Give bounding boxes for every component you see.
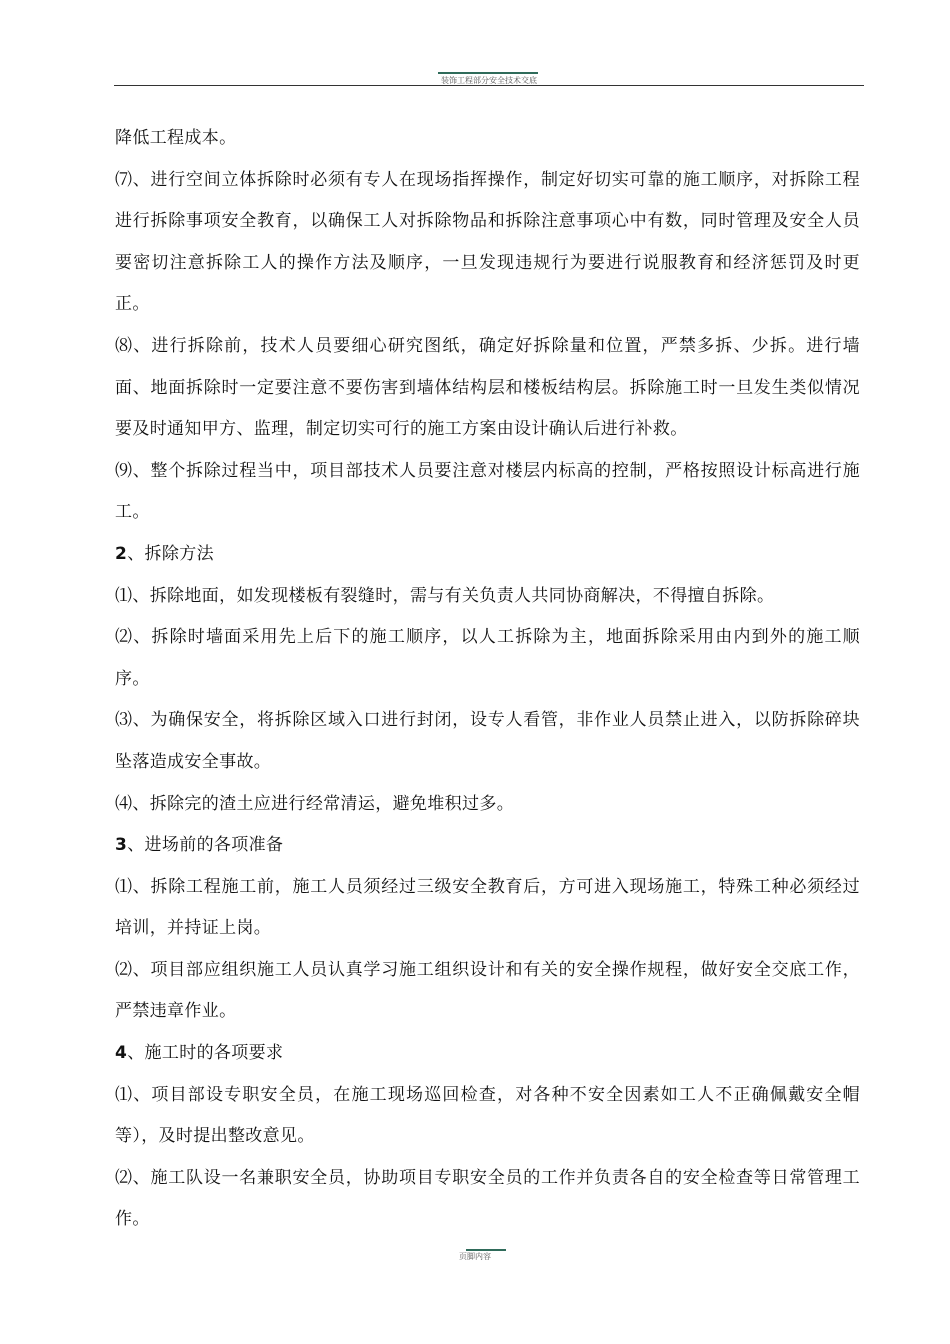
- section-title: 、施工时的各项要求: [127, 1043, 284, 1064]
- list-item: ⑵、拆除时墙面采用先上后下的施工顺序，以人工拆除为主，地面拆除采用由内到外的施工顺序。: [115, 627, 860, 689]
- section-number: 2: [115, 543, 128, 564]
- section-number: 3: [115, 835, 128, 856]
- list-item: ⑵、项目部应组织施工人员认真学习施工组织设计和有关的安全操作规程，做好安全交底工作，严禁违章作业。: [115, 959, 860, 1022]
- page-footer: [0, 1244, 950, 1264]
- list-item: ⑵、施工队设一名兼职安全员，协助项目专职安全员的工作并负责各自的安全检查等日常管理工作。: [115, 1167, 860, 1230]
- document-body: [115, 118, 860, 1241]
- section-title: 、进场前的各项准备: [127, 835, 284, 856]
- header-rule: [114, 85, 864, 86]
- list-item: ⑴、拆除地面，如发现楼板有裂缝时，需与有关负责人共同协商解决，不得擅自拆除。: [115, 585, 775, 606]
- paragraph: 降低工程成本。: [115, 128, 237, 148]
- section-title: 、拆除方法: [127, 543, 214, 564]
- section-number: 4: [115, 1043, 128, 1064]
- header-accent-bar: [438, 72, 538, 74]
- list-item: ⑷、拆除完的渣土应进行经常清运，避免堆积过多。: [115, 793, 515, 814]
- list-item: ⑴、项目部设专职安全员，在施工现场巡回检查，对各种不安全因素如工人不正确佩戴安全帽等），及时提出整改意见。: [115, 1084, 860, 1147]
- section-heading: [115, 1033, 860, 1075]
- paragraph: ⑺、进行空间立体拆除时必须有专人在现场指挥操作，制定好切实可靠的施工顺序，对拆除工程进行拆除事项安全教育，以确保工人对拆除物品和拆除注意事项心中有数，同时管理及安全人员要密切注意拆除工人的操作方法及顺序，一旦发现违规行为要进行说服教育和经济惩罚及时更正。: [115, 169, 860, 315]
- list-item: ⑴、拆除工程施工前，施工人员须经过三级安全教育后，方可进入现场施工，特殊工种必须经过培训，并持证上岗。: [115, 876, 860, 939]
- section-heading: [115, 534, 860, 576]
- page-header: [114, 70, 864, 88]
- footer-text: 页脚内容: [459, 1252, 491, 1261]
- list-item: ⑶、为确保安全，将拆除区域入口进行封闭，设专人看管，非作业人员禁止进入，以防拆除碎块坠落造成安全事故。: [115, 710, 860, 772]
- section-heading: [115, 825, 860, 867]
- header-title: 装饰工程部分安全技术交底: [441, 76, 537, 85]
- paragraph: ⑼、整个拆除过程当中，项目部技术人员要注意对楼层内标高的控制，严格按照设计标高进行施工。: [115, 460, 860, 523]
- paragraph: ⑻、进行拆除前，技术人员要细心研究图纸，确定好拆除量和位置，严禁多拆、少拆。进行墙面、地面拆除时一定要注意不要伤害到墙体结构层和楼板结构层。拆除施工时一旦发生类似情况要及时通知甲方、监理，制定切实可行的施工方案由设计确认后进行补救。: [115, 335, 860, 440]
